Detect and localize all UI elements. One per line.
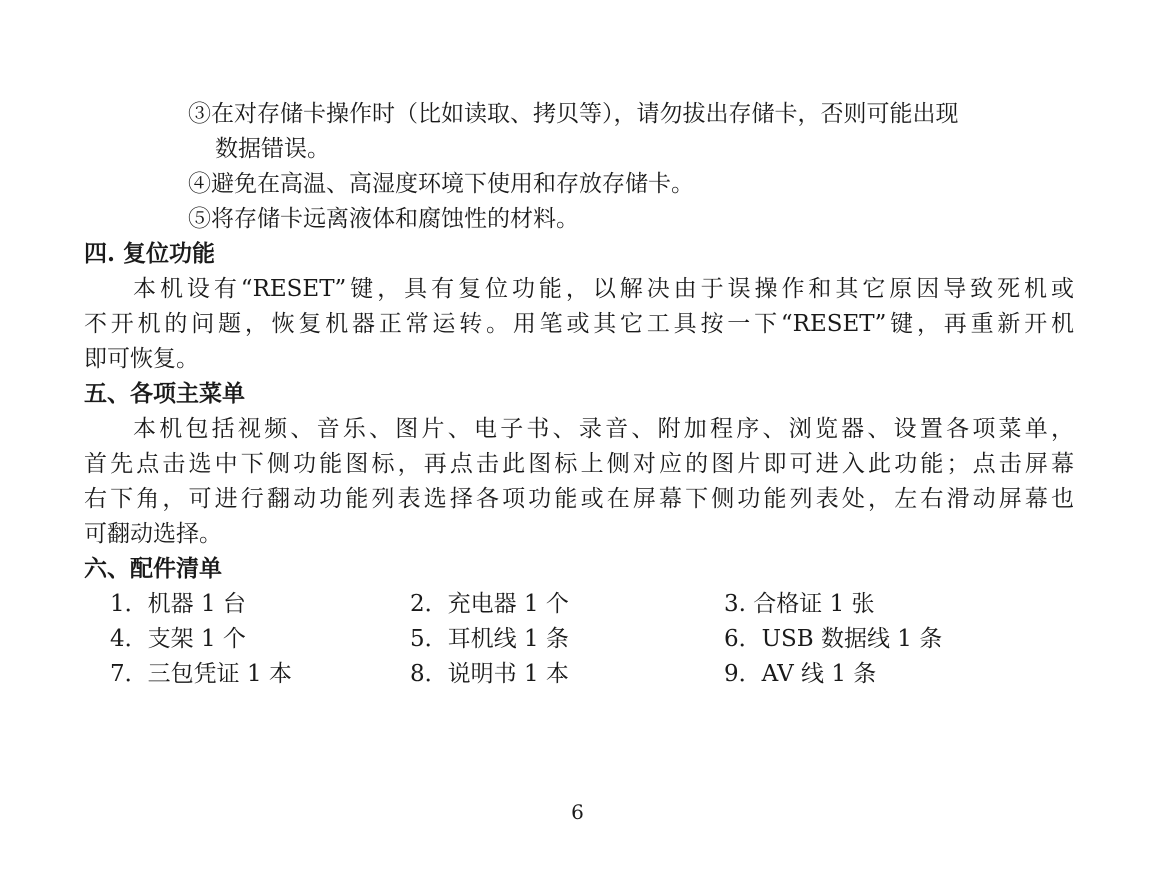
- reset-paragraph-line-2: 不开机的问题，恢复机器正常运转。用笔或其它工具按一下“RESET”键，再重新开机: [84, 311, 1074, 337]
- menu-paragraph-line-2: 首先点击选中下侧功能图标，再点击此图标上侧对应的图片即可进入此功能；点击屏幕: [84, 451, 1074, 477]
- accessory-item: 6．USB 数据线 1 条: [724, 626, 943, 652]
- accessory-item: 3. 合格证 1 张: [724, 591, 875, 617]
- accessory-item: 7．三包凭证 1 本: [110, 661, 292, 687]
- reset-paragraph-line-1: 本机设有“RESET”键，具有复位功能，以解决由于误操作和其它原因导致死机或: [133, 276, 1074, 302]
- accessories-section-heading: 六、配件清单: [84, 555, 222, 582]
- reset-section-heading: 四. 复位功能: [84, 240, 216, 267]
- menu-section-heading: 五、各项主菜单: [84, 380, 245, 407]
- accessory-item: 5．耳机线 1 条: [410, 626, 569, 652]
- storage-note-3-line-1: ③在对存储卡操作时（比如读取、拷贝等），请勿拔出存储卡，否则可能出现: [188, 101, 959, 127]
- accessory-item: 4．支架 1 个: [110, 626, 246, 652]
- storage-note-5: ⑤将存储卡远离液体和腐蚀性的材料。: [188, 206, 579, 232]
- menu-paragraph-line-1: 本机包括视频、音乐、图片、电子书、录音、附加程序、浏览器、设置各项菜单，: [133, 416, 1074, 442]
- storage-note-3-line-2: 数据错误。: [215, 136, 330, 162]
- storage-note-4: ④避免在高温、高湿度环境下使用和存放存储卡。: [188, 171, 694, 197]
- menu-paragraph-line-4: 可翻动选择。: [84, 521, 222, 547]
- accessory-item: 9．AV 线 1 条: [724, 661, 877, 687]
- page-number: 6: [571, 800, 584, 824]
- reset-paragraph-line-3: 即可恢复。: [84, 346, 199, 372]
- accessory-item: 1．机器 1 台: [110, 591, 246, 617]
- accessory-item: 8．说明书 1 本: [410, 661, 569, 687]
- accessory-item: 2．充电器 1 个: [410, 591, 569, 617]
- menu-paragraph-line-3: 右下角，可进行翻动功能列表选择各项功能或在屏幕下侧功能列表处，左右滑动屏幕也: [84, 486, 1074, 512]
